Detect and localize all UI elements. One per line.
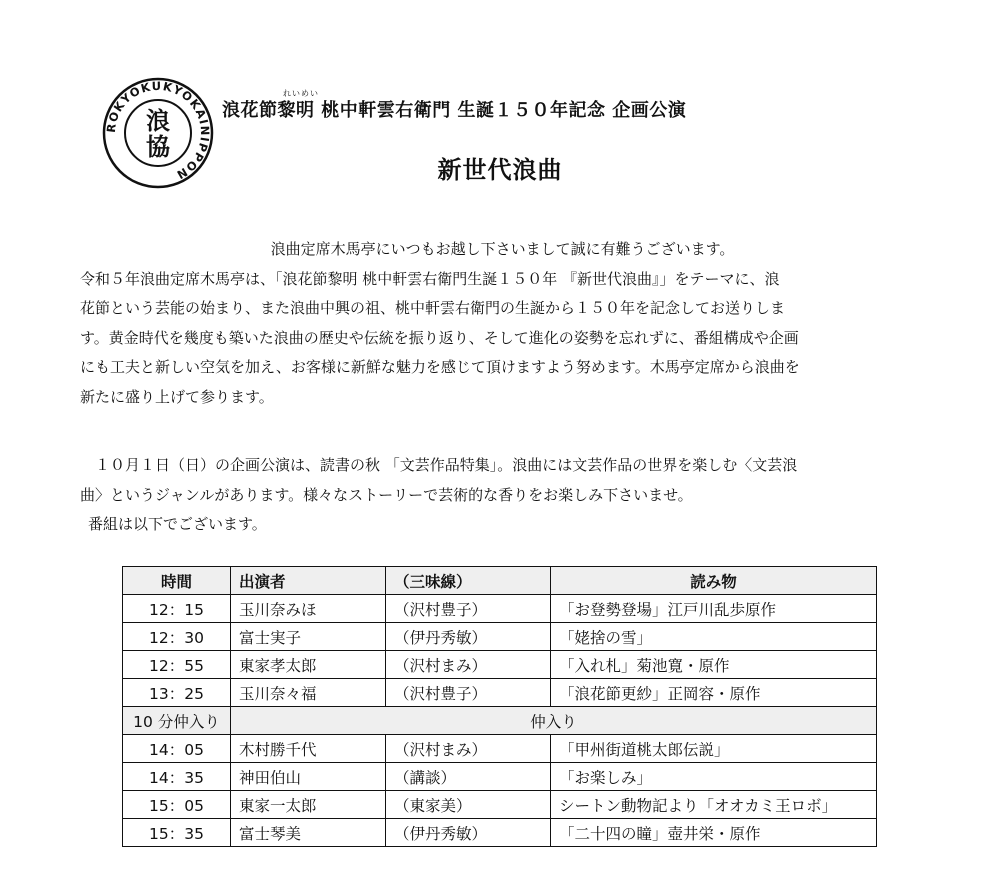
cell-performer: 富士琴美 <box>231 819 386 847</box>
notice-line: 番組は以下でございます。 <box>88 515 267 533</box>
cell-reading: 「お楽しみ」 <box>551 763 877 791</box>
cell-reading: シートン動物記より「オオカミ王ロボ」 <box>551 791 877 819</box>
cell-performer: 玉川奈々福 <box>231 679 386 707</box>
table-header-row <box>123 567 877 595</box>
table-row <box>123 651 877 679</box>
intro-line: 新たに盛り上げて参ります。 <box>80 387 274 406</box>
cell-performer: 玉川奈みほ <box>231 595 386 623</box>
table-row <box>123 595 877 623</box>
cell-reading: 「姥捨の雪」 <box>551 623 877 651</box>
table-row <box>123 763 877 791</box>
notice-line: １０月１日（日）の企画公演は、読書の秋 「文芸作品特集」。浪曲には文芸作品の世界を楽しむ〈文芸浪 <box>95 456 798 474</box>
table-row <box>123 623 877 651</box>
intro-paragraph <box>80 235 925 412</box>
cell-performer: 神田伯山 <box>231 763 386 791</box>
cell-shamisen: （沢村豊子） <box>386 595 551 623</box>
cell-time: 14：35 <box>123 763 231 791</box>
ruby-annotation: れいめい <box>283 89 319 98</box>
intermission-time: 10 分仲入り <box>123 707 231 735</box>
cell-time: 12：30 <box>123 623 231 651</box>
cell-reading: 「浪花節更紗」正岡容・原作 <box>551 679 877 707</box>
cell-reading: 「お登勢登場」江戸川乱歩原作 <box>551 595 877 623</box>
cell-shamisen: （沢村まみ） <box>386 735 551 763</box>
intermission-row <box>123 707 877 735</box>
intro-line: にも工夫と新しい空気を加え、お客様に新鮮な魅力を感じて頂けますよう努めます。木馬亭定席から浪曲を <box>80 358 800 376</box>
cell-shamisen: （伊丹秀敏） <box>386 819 551 847</box>
header-shamisen: （三味線） <box>386 567 551 595</box>
cell-time: 13：25 <box>123 679 231 707</box>
greeting-line: 浪曲定席木馬亭にいつもお越し下さいまして誠に有難うございます。 <box>270 240 735 258</box>
intermission-label: 仲入り <box>231 707 877 735</box>
header-performer: 出演者 <box>231 567 386 595</box>
seal-ring-text: ROKYOKUKYOKAINIPPON <box>103 78 213 183</box>
event-title: 浪花節黎明 桃中軒雲右衛門 生誕１５０年記念 企画公演 <box>222 100 687 121</box>
table-row <box>123 735 877 763</box>
header-time: 時間 <box>123 567 231 595</box>
cell-time: 15：05 <box>123 791 231 819</box>
cell-time: 14：05 <box>123 735 231 763</box>
table-row <box>123 679 877 707</box>
cell-reading: 「二十四の瞳」壺井栄・原作 <box>551 819 877 847</box>
cell-shamisen: （伊丹秀敏） <box>386 623 551 651</box>
seal-char-top: 浪 <box>146 107 170 135</box>
cell-time: 12：15 <box>123 595 231 623</box>
cell-shamisen: （東家美） <box>386 791 551 819</box>
intro-line: 花節という芸能の始まり、また浪曲中興の祖、桃中軒雲右衛門の生誕から１５０年を記念してお送りしま <box>80 299 786 317</box>
notice-paragraph <box>80 451 925 540</box>
cell-performer: 東家一太郎 <box>231 791 386 819</box>
program-table <box>122 566 877 847</box>
header-reading: 読み物 <box>551 567 877 595</box>
cell-shamisen: （沢村豊子） <box>386 679 551 707</box>
page-title: 新世代浪曲 <box>437 155 563 184</box>
seal-char-bottom: 協 <box>146 133 170 161</box>
intro-line: 令和５年浪曲定席木馬亭は、「浪花節黎明 桃中軒雲右衛門生誕１５０年 『新世代浪曲』」をテーマに、浪 <box>80 269 780 288</box>
table-row <box>123 791 877 819</box>
cell-time: 15：35 <box>123 819 231 847</box>
cell-shamisen: （講談） <box>386 763 551 791</box>
cell-time: 12：55 <box>123 651 231 679</box>
table-row <box>123 819 877 847</box>
intro-line: す。黄金時代を幾度も築いた浪曲の歴史や伝統を振り返り、そして進化の姿勢を忘れずに、番組構成や企画 <box>80 328 799 347</box>
cell-performer: 東家孝太郎 <box>231 651 386 679</box>
cell-reading: 「甲州街道桃太郎伝説」 <box>551 735 877 763</box>
cell-shamisen: （沢村まみ） <box>386 651 551 679</box>
cell-reading: 「入れ札」菊池寛・原作 <box>551 651 877 679</box>
notice-line: 曲〉というジャンルがあります。様々なストーリーで芸術的な香りをお楽しみ下さいませ。 <box>80 485 693 504</box>
cell-performer: 富士実子 <box>231 623 386 651</box>
cell-performer: 木村勝千代 <box>231 735 386 763</box>
